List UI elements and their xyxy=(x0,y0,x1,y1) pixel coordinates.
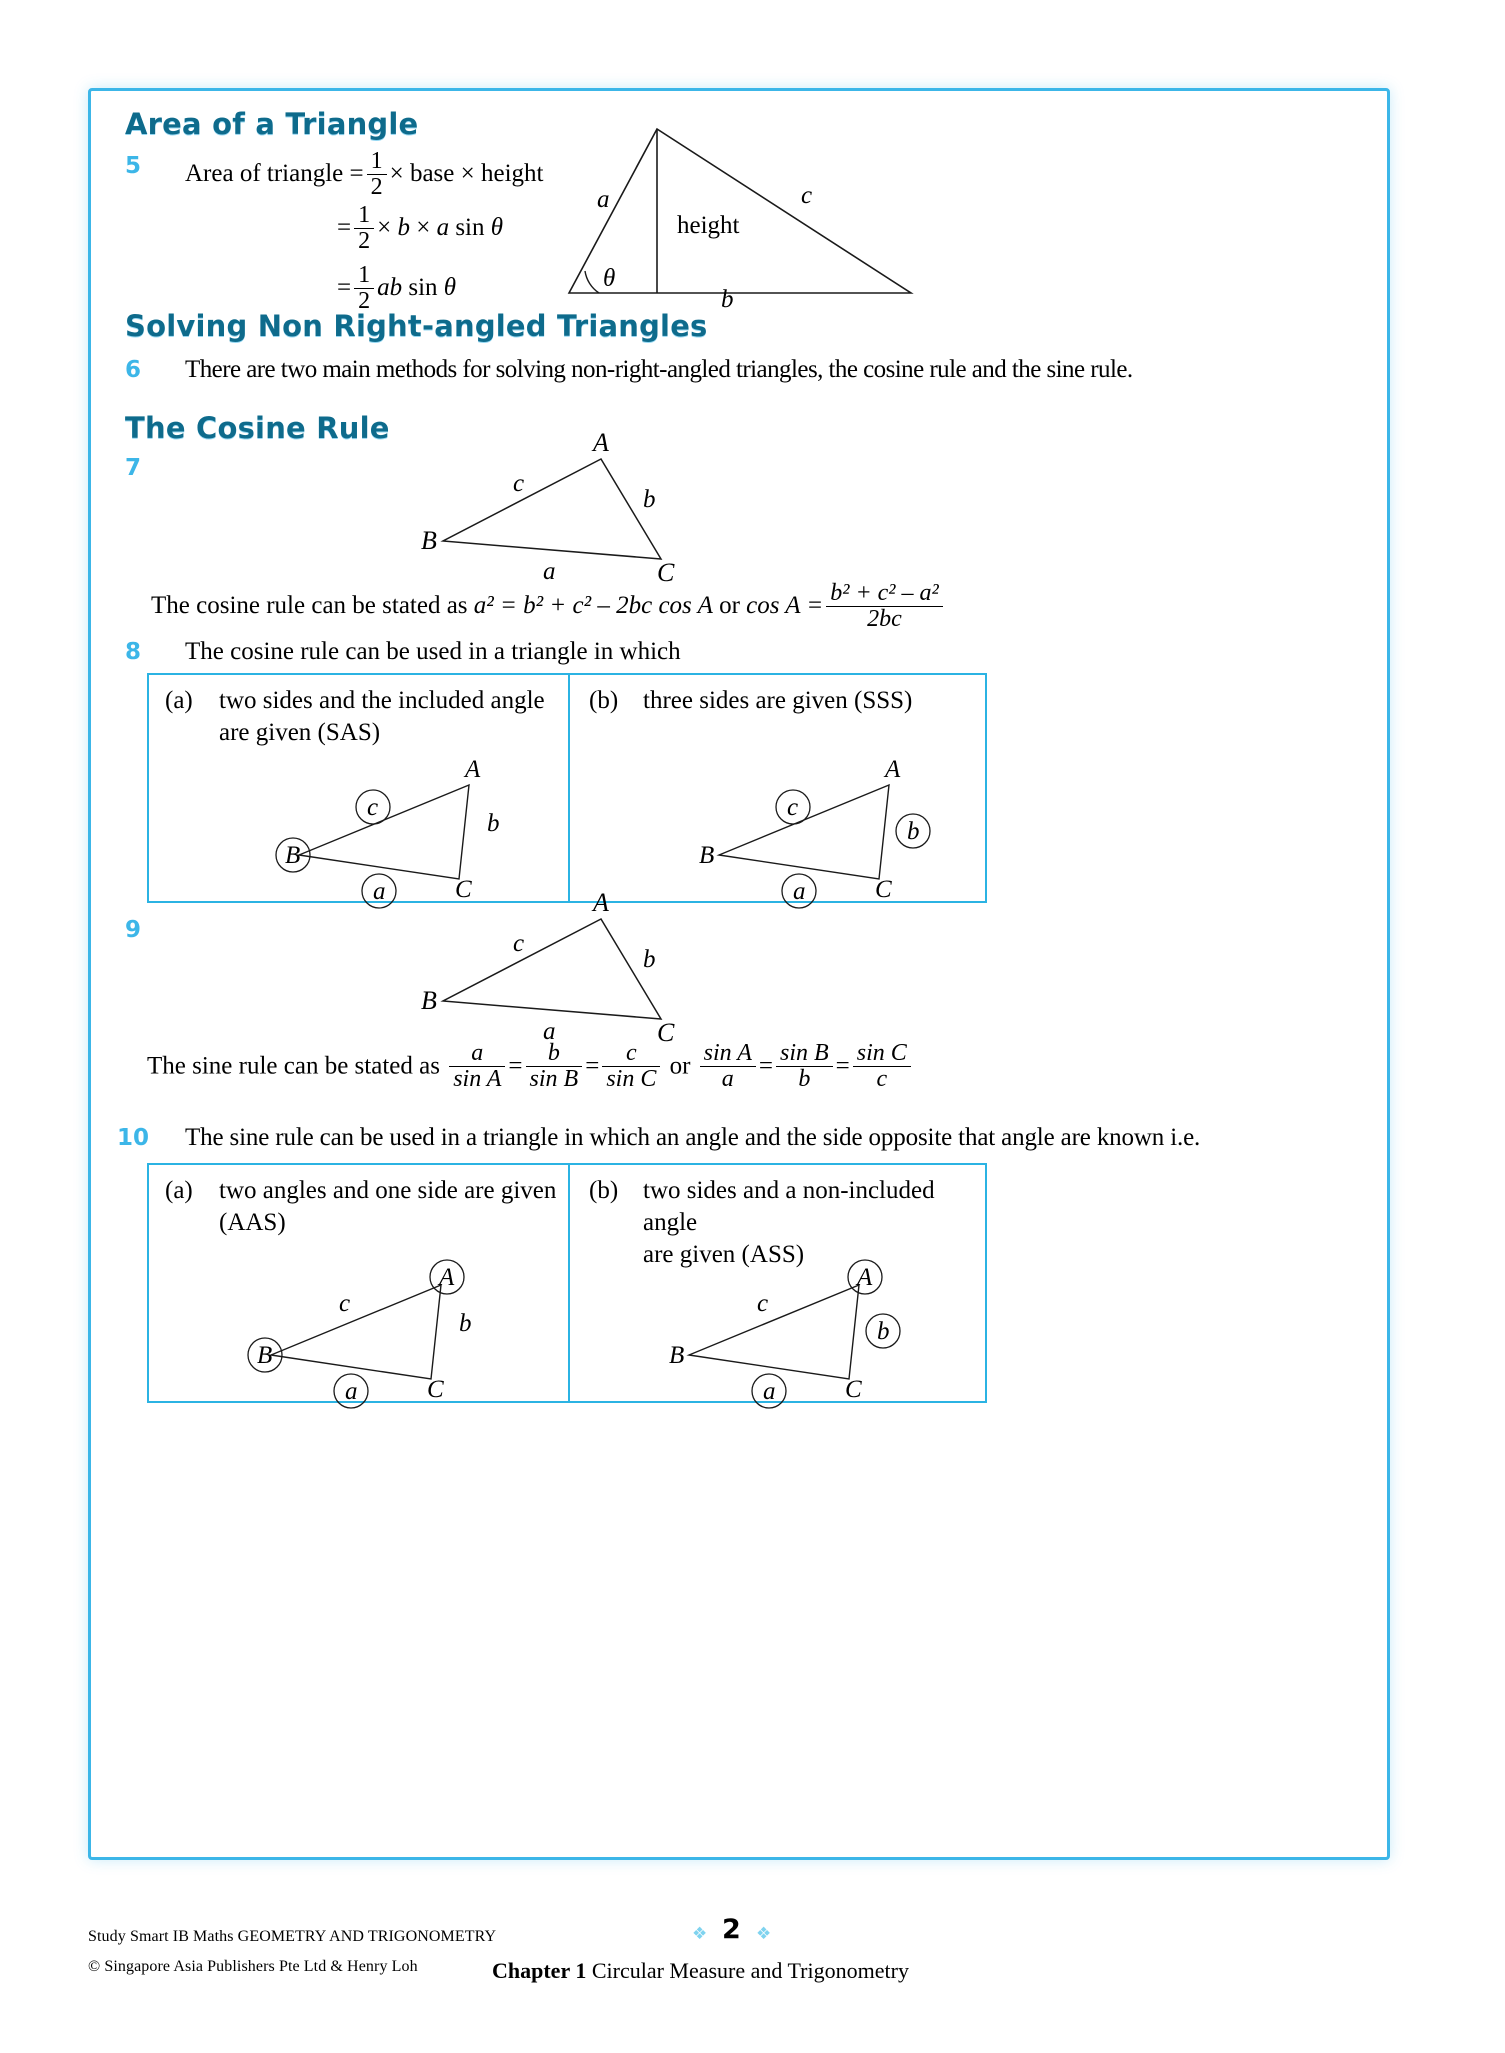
sine-side-c: c xyxy=(513,930,525,957)
footer-chapter-bold: Chapter 1 xyxy=(492,1958,587,1983)
diamond-right-icon: ❖ xyxy=(756,1924,772,1944)
area-label-a: a xyxy=(597,186,610,213)
sine-cases-divider xyxy=(568,1165,570,1401)
sine-case-a-triangle xyxy=(241,1257,541,1405)
cosine-cases-box xyxy=(147,673,987,903)
cosine-vertex-C: C xyxy=(657,558,675,587)
sine-case-a-vertex-C: C xyxy=(427,1376,444,1403)
cosine-case-b-label: (b) xyxy=(589,687,619,714)
item-number-9: 9 xyxy=(125,917,142,943)
diamond-left-icon: ❖ xyxy=(692,1924,708,1944)
cosine-frac-denominator: 2bc xyxy=(826,606,942,632)
cosine-case-b-header xyxy=(589,685,979,717)
sine-f4-den: a xyxy=(700,1066,756,1092)
case-b-vertex-B: B xyxy=(699,842,715,869)
sine-f4-num: sin A xyxy=(703,1040,752,1066)
case-a-vertex-B: B xyxy=(285,842,301,869)
footer-chapter-title: Circular Measure and Trigonometry xyxy=(591,1958,909,1983)
area-var-b: b xyxy=(397,214,410,242)
sine-case-b-side-c: c xyxy=(757,1290,769,1317)
area-triangle-diagram xyxy=(561,111,981,311)
area-formula-line-2 xyxy=(337,203,503,254)
area-eq-3: = xyxy=(337,274,352,302)
cosine-equation-1: a² = b² + c² – 2bc cos A xyxy=(473,592,713,620)
sine-f3-den: sin C xyxy=(602,1066,660,1092)
cosine-case-a-header xyxy=(165,685,555,749)
case-b-vertex-C: C xyxy=(875,876,892,903)
area-eq-2: = xyxy=(337,214,352,242)
sine-case-b-line1: two sides and a non-included angle xyxy=(643,1177,935,1236)
cosine-case-a-line2: are given (SAS) xyxy=(219,719,381,746)
footer-copyright-line: © Singapore Asia Publishers Pte Ltd & Henry Loh xyxy=(88,1958,418,1975)
sine-statement-lead: The sine rule can be stated as xyxy=(147,1052,440,1080)
sine-f6-num: sin C xyxy=(856,1040,907,1066)
cosine-item8-text: The cosine rule can be used in a triangle in which xyxy=(185,638,681,665)
sine-case-b-vertex-C: C xyxy=(845,1376,862,1403)
area-times-2b: × xyxy=(416,214,431,242)
cosine-case-a-triangle xyxy=(269,756,569,905)
heading-solving-non-right-angled-triangles: Solving Non Right-angled Triangles xyxy=(125,309,708,343)
cosine-statement-or: or xyxy=(719,592,740,620)
sine-f6-den: c xyxy=(853,1066,911,1092)
sine-statement-or: or xyxy=(669,1052,691,1080)
page-number: 2 xyxy=(722,1914,741,1945)
area-frac-den-2: 2 xyxy=(354,228,374,254)
area-formula-tail-1: × base × height xyxy=(389,160,544,188)
sine-f3-num: c xyxy=(625,1040,637,1066)
cosine-case-b-triangle xyxy=(689,756,989,905)
cosine-statement-lead: The cosine rule can be stated as xyxy=(151,592,468,620)
sine-case-a-label: (a) xyxy=(165,1177,193,1204)
sine-cases-box xyxy=(147,1163,987,1403)
item-number-5: 5 xyxy=(125,153,142,179)
cosine-frac-numerator: b² + c² – a² xyxy=(830,580,939,606)
sine-side-b: b xyxy=(643,946,656,973)
item-number-6: 6 xyxy=(125,357,142,383)
sine-item10-text: The sine rule can be used in a triangle in which an angle and the side opposite that angle are known i.e. xyxy=(185,1124,1201,1151)
area-theta-3: θ xyxy=(443,274,457,302)
area-ab-3: ab xyxy=(377,274,403,302)
sine-case-a-side-b: b xyxy=(459,1310,472,1337)
area-formula-line-3 xyxy=(337,263,456,314)
sine-case-a-vertex-B: B xyxy=(257,1342,273,1369)
area-sin-3: sin xyxy=(408,274,438,302)
case-a-vertex-A: A xyxy=(465,756,481,783)
area-frac-den-3: 2 xyxy=(354,288,374,314)
sine-case-b-vertex-B: B xyxy=(669,1342,685,1369)
sine-rule-statement xyxy=(147,1041,914,1092)
sine-f1-num: a xyxy=(471,1040,484,1066)
sine-eq-1: = xyxy=(508,1052,523,1080)
cosine-side-c: c xyxy=(513,470,525,497)
heading-area-of-a-triangle: Area of a Triangle xyxy=(125,107,419,141)
area-times-2a: × xyxy=(377,214,392,242)
cosine-equation-2-lead: cos A = xyxy=(746,592,824,620)
sine-vertex-A: A xyxy=(593,888,609,917)
case-a-side-a: a xyxy=(373,878,386,905)
sine-case-b-line2: are given (ASS) xyxy=(643,1241,805,1268)
cosine-vertex-A: A xyxy=(593,428,609,457)
area-theta-2: θ xyxy=(490,214,504,242)
case-b-side-a: a xyxy=(793,878,806,905)
area-formula-line-1 xyxy=(185,149,543,200)
area-label-c: c xyxy=(801,182,813,209)
case-a-side-b: b xyxy=(487,810,500,837)
solving-paragraph: There are two main methods for solving non-right-angled triangles, the cosine rule and the sine rule. xyxy=(185,356,1133,383)
item-number-8: 8 xyxy=(125,639,142,665)
page-frame xyxy=(88,88,1390,1860)
sine-eq-3: = xyxy=(758,1052,773,1080)
sine-case-a-side-a: a xyxy=(345,1378,358,1405)
sine-side-a: a xyxy=(543,1018,556,1045)
area-frac-num-2: 1 xyxy=(358,202,371,228)
sine-f1-den: sin A xyxy=(449,1066,505,1092)
sine-f5-den: b xyxy=(776,1066,833,1092)
footer-chapter-line xyxy=(492,1958,909,1984)
cosine-case-a-label: (a) xyxy=(165,687,193,714)
footer-publication-line: Study Smart IB Maths GEOMETRY AND TRIGONOMETRY xyxy=(88,1928,497,1945)
area-label-height: height xyxy=(677,212,740,239)
sine-case-a-line2: (AAS) xyxy=(219,1209,286,1236)
item-number-10: 10 xyxy=(117,1125,150,1151)
sine-f2-den: sin B xyxy=(526,1066,583,1092)
area-label-theta: θ xyxy=(603,265,616,292)
sine-vertex-C: C xyxy=(657,1018,675,1047)
area-frac-den-1: 2 xyxy=(367,174,387,200)
sine-case-b-label: (b) xyxy=(589,1177,619,1204)
case-a-side-c: c xyxy=(367,794,379,821)
area-var-a: a xyxy=(436,214,450,242)
cosine-side-a: a xyxy=(543,558,556,585)
sine-eq-2: = xyxy=(585,1052,600,1080)
sine-vertex-B: B xyxy=(421,986,437,1015)
case-b-vertex-A: A xyxy=(885,756,901,783)
sine-case-b-vertex-A: A xyxy=(857,1264,873,1291)
area-frac-num-3: 1 xyxy=(358,262,371,288)
area-frac-num-1: 1 xyxy=(370,148,383,174)
sine-case-a-side-c: c xyxy=(339,1290,351,1317)
area-formula-lead: Area of triangle = xyxy=(185,160,364,188)
case-a-vertex-C: C xyxy=(455,876,472,903)
heading-the-cosine-rule: The Cosine Rule xyxy=(125,411,390,445)
cosine-side-b: b xyxy=(643,486,656,513)
sine-eq-4: = xyxy=(835,1052,850,1080)
sine-case-a-vertex-A: A xyxy=(439,1264,455,1291)
area-label-b: b xyxy=(721,286,734,313)
case-b-side-b: b xyxy=(907,818,920,845)
sine-f5-num: sin B xyxy=(780,1040,829,1066)
case-b-side-c: c xyxy=(787,794,799,821)
sine-case-b-side-a: a xyxy=(763,1378,776,1405)
cosine-rule-statement xyxy=(151,581,946,632)
sine-f2-num: b xyxy=(547,1040,560,1066)
item-number-7: 7 xyxy=(125,455,142,481)
cosine-vertex-B: B xyxy=(421,526,437,555)
sine-rule-triangle-diagram xyxy=(421,888,741,1047)
area-sin-2: sin xyxy=(455,214,485,242)
sine-case-a-line1: two angles and one side are given xyxy=(219,1177,557,1204)
cosine-case-a-line1: two sides and the included angle xyxy=(219,687,545,714)
sine-case-b-side-b: b xyxy=(877,1318,890,1345)
sine-case-a-header xyxy=(165,1175,565,1239)
cosine-rule-triangle-diagram xyxy=(421,428,741,587)
sine-case-b-triangle xyxy=(659,1257,959,1405)
cosine-case-b-line1: three sides are given (SSS) xyxy=(643,687,913,714)
